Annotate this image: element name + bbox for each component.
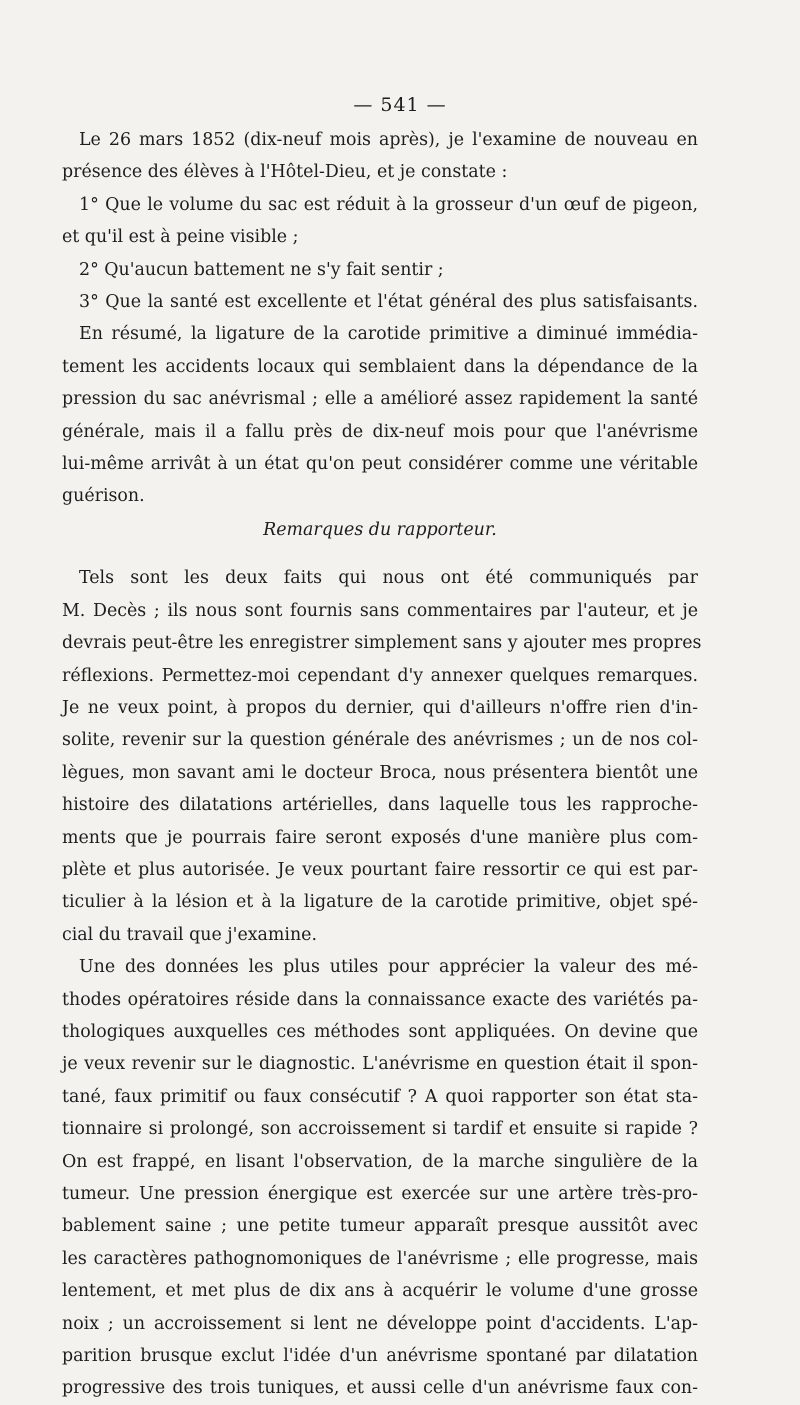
text-line: présence des élèves à l'Hôtel-Dieu, et je constate : xyxy=(62,162,508,183)
text-line: réflexions. Permettez-moi cependant d'y annexer quelques remarques. xyxy=(62,665,698,686)
text-line: lentement, et met plus de dix ans à acquérir le volume d'une grosse xyxy=(62,1281,698,1302)
text-line: solite, revenir sur la question générale des anévrismes ; un de nos col- xyxy=(62,730,698,751)
text-line: On est frappé, en lisant l'observation, de la marche singulière de la xyxy=(62,1151,698,1172)
text-line: Le 26 mars 1852 (dix-neuf mois après), je l'examine de nouveau en xyxy=(79,130,698,150)
text-line: En résumé, la ligature de la carotide primitive a diminué immédia- xyxy=(79,324,698,345)
text-line: Je ne veux point, à propos du dernier, qui d'ailleurs n'offre rien d'in- xyxy=(62,697,698,718)
text-line: je veux revenir sur le diagnostic. L'anévrisme en question était il spon- xyxy=(62,1054,698,1075)
text-line: noix ; un accroissement si lent ne développe point d'accidents. L'ap- xyxy=(62,1313,698,1334)
text-line: guérison. xyxy=(62,486,145,507)
text-line: Tels sont les deux faits qui nous ont été communiqués par xyxy=(79,568,698,589)
text-line: et qu'il est à peine visible ; xyxy=(62,227,299,248)
text-line: tement les accidents locaux qui semblaient dans la dépendance de la xyxy=(62,356,698,377)
text-line: M. Decès ; ils nous sont fournis sans commentaires par l'auteur, et je xyxy=(62,600,698,621)
text-line: devrais peut-être les enregistrer simplement sans y ajouter mes propres xyxy=(62,633,702,654)
text-line: cial du travail que j'examine. xyxy=(62,924,318,945)
text-line: générale, mais il a fallu près de dix-neuf mois pour que l'anévrisme xyxy=(62,421,698,442)
text-line: bablement saine ; une petite tumeur apparaît presque aussitôt avec xyxy=(62,1216,698,1237)
text-line: tumeur. Une pression énergique est exercée sur une artère très-pro- xyxy=(62,1184,698,1204)
text-line: Une des données les plus utiles pour apprécier la valeur des mé- xyxy=(79,957,698,978)
text-line: les caractères pathognomoniques de l'anévrisme ; elle progresse, mais xyxy=(62,1248,698,1269)
text-line: lègues, mon savant ami le docteur Broca, nous présentera bientôt une xyxy=(62,762,698,783)
text-line: tané, faux primitif ou faux consécutif ? A quoi rapporter son état sta- xyxy=(62,1086,698,1107)
text-line: thologiques auxquelles ces méthodes sont appliquées. On devine que xyxy=(62,1021,698,1042)
text-line: thodes opératoires réside dans la connaissance exacte des variétés pa- xyxy=(62,989,698,1010)
text-line: pression du sac anévrismal ; elle a amélioré assez rapidement la santé xyxy=(62,389,698,410)
text-line: lui-même arrivât à un état qu'on peut considérer comme une véritable xyxy=(62,454,698,475)
text-line: histoire des dilatations artérielles, dans laquelle tous les rapproche- xyxy=(62,795,698,816)
text-line: plète et plus autorisée. Je veux pourtant faire ressortir ce qui est par- xyxy=(62,859,698,880)
text-line: progressive des trois tuniques, et aussi celle d'un anévrisme faux con- xyxy=(62,1378,698,1399)
text-line: 3° Que la santé est excellente et l'état général des plus satisfaisants. xyxy=(79,292,698,313)
text-line: parition brusque exclut l'idée d'un anévrisme spontané par dilatation xyxy=(62,1346,698,1367)
body-text xyxy=(62,124,702,1405)
text-line: tionnaire si prolongé, son accroissement si tardif et ensuite si rapide ? xyxy=(62,1119,698,1140)
text-line: ments que je pourrais faire seront exposés d'une manière plus com- xyxy=(62,827,698,848)
text-line: 2° Qu'aucun battement ne s'y fait sentir ; xyxy=(79,259,444,280)
page-number: — 541 — xyxy=(353,94,447,116)
text-line: 1° Que le volume du sac est réduit à la grosseur d'un œuf de pigeon, xyxy=(79,194,698,215)
section-heading: Remarques du rapporteur. xyxy=(263,519,497,540)
text-line: ticulier à la lésion et à la ligature de la carotide primitive, objet spé- xyxy=(62,892,698,913)
